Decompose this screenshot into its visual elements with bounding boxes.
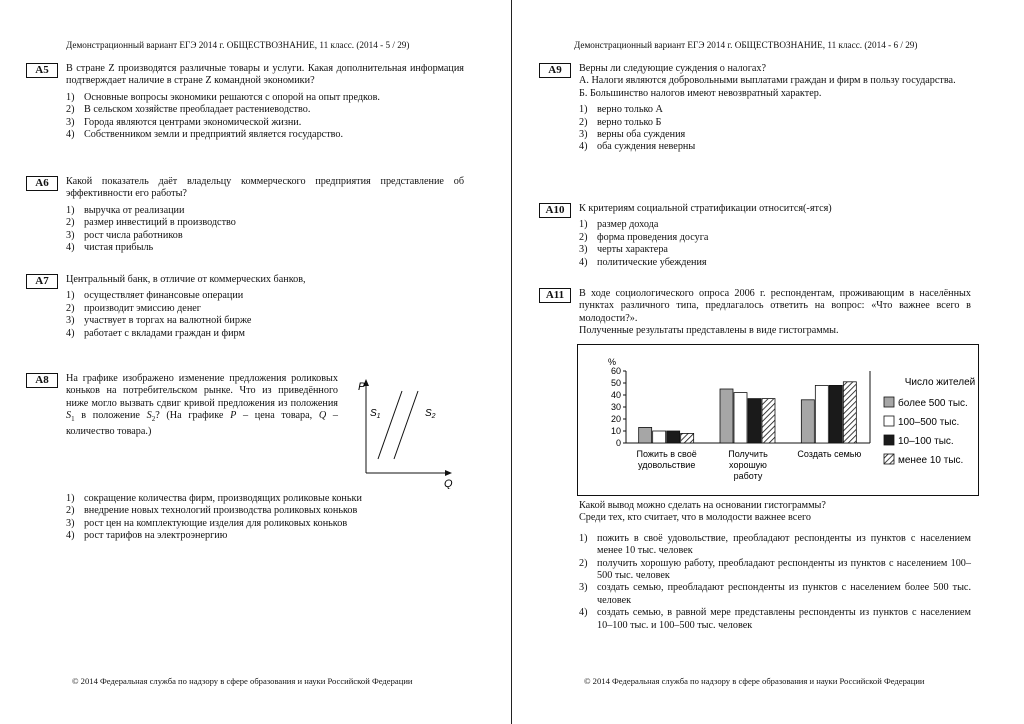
answer-option[interactable]: 4) политические убеждения — [579, 256, 707, 268]
y-axis-label: % — [607, 357, 617, 367]
y-tick-label: 20 — [610, 414, 621, 424]
answer-option[interactable]: 3) участвует в торгах на валютной бирже — [66, 315, 252, 327]
answer-option[interactable]: 2) размер инвестиций в производство — [66, 217, 236, 229]
answer-options — [579, 219, 971, 269]
category-label: хорошую — [729, 460, 767, 470]
answer-option[interactable]: 2) производит эмиссию денег — [66, 302, 201, 314]
legend-swatch — [884, 416, 894, 426]
bar — [801, 400, 814, 443]
bar — [748, 399, 761, 443]
answer-option[interactable]: 2) верно только Б — [579, 116, 662, 128]
answer-option[interactable]: 2) внедрение новых технологий производства роликовых коньков — [66, 505, 358, 517]
answer-option[interactable]: 3) верны оба суждения — [579, 129, 686, 141]
question-stem: Какой показатель даёт владельцу коммерческого предприятия представление об эффективности его работы? — [66, 176, 464, 200]
question-number: А7 — [26, 274, 58, 289]
answer-option[interactable]: 4) Собственником земли и предприятий является государство. — [66, 129, 344, 141]
answer-option[interactable]: 3) рост числа работников — [66, 229, 183, 241]
page-right — [512, 0, 1024, 724]
page-footer: © 2014 Федеральная служба по надзору в сфере образования и науки Российской Федерации — [584, 676, 925, 686]
answer-options — [579, 104, 971, 154]
answer-option[interactable]: 2) получить хорошую работу, преобладают респонденты из пунктов с населением 100–500 тыс. человек — [579, 557, 971, 582]
answer-option[interactable]: 1) осуществляет финансовые операции — [66, 290, 244, 302]
answer-option[interactable]: 4) работает с вкладами граждан и фирм — [66, 327, 245, 339]
stem-text: На графике изображено изменение предложения роликовых коньков на потребительском рынке. Что из приведённого ниже могло вызвать сдвиг кривой предложения из положения — [66, 373, 338, 409]
question-stem: Центральный банк, в отличие от коммерческих банков, — [66, 274, 306, 285]
legend-label: 10–100 тыс. — [898, 436, 954, 447]
page-footer: © 2014 Федеральная служба по надзору в сфере образования и науки Российской Федерации — [72, 676, 413, 686]
bar — [720, 389, 733, 443]
bar — [843, 382, 856, 443]
answer-option[interactable]: 1) сокращение количества фирм, производящих роликовые коньки — [66, 493, 362, 504]
answer-options — [66, 92, 464, 142]
answer-option[interactable]: 3) создать семью, преобладают респонденты из пунктов с населением более 500 тыс. человек — [579, 582, 971, 606]
question-number: А11 — [539, 288, 571, 303]
question-prompt-2: Среди тех, кто считает, что в молодости важнее всего — [579, 512, 811, 524]
histogram — [577, 344, 979, 496]
y-tick-label: 10 — [610, 426, 621, 436]
answer-options — [66, 290, 464, 340]
bar — [653, 431, 666, 443]
answer-option[interactable]: 3) рост цен на комплектующие изделия для роликовых коньков — [66, 517, 348, 529]
answer-option[interactable]: 3) Города являются центрами экономической жизни. — [66, 116, 302, 128]
answer-option[interactable]: 4) создать семью, в равной мере представлены респонденты из пунктов с населением 10–100 тыс. и 100–500 тыс. человек — [579, 607, 971, 631]
legend-label: более 500 тыс. — [898, 398, 968, 409]
question-number: А10 — [539, 203, 571, 218]
legend-swatch — [884, 435, 894, 445]
y-tick-label: 0 — [615, 438, 621, 448]
p-label: P — [358, 381, 366, 393]
bar — [815, 385, 828, 443]
category-label: Получить — [728, 449, 768, 459]
judgment-a: А. Налоги являются добровольными выплатами граждан и фирм в пользу государства. — [579, 75, 956, 87]
question-stem: Верны ли следующие суждения о налогах? — [579, 63, 767, 74]
histogram-svg — [578, 345, 978, 495]
category-label: Пожить в своё — [636, 449, 697, 459]
answer-option[interactable]: 1) Основные вопросы экономики решаются с опорой на опыт предков. — [66, 91, 380, 103]
answer-option[interactable]: 4) рост тарифов на электроэнергию — [66, 530, 228, 542]
bar — [667, 431, 680, 443]
answer-option[interactable]: 4) чистая прибыль — [66, 242, 154, 254]
answer-option[interactable]: 2) форма проведения досуга — [579, 231, 709, 243]
bar — [762, 399, 775, 443]
page-header: Демонстрационный вариант ЕГЭ 2014 г. ОБЩЕСТВОЗНАНИЕ, 11 класс. (2014 - 5 / 29) — [66, 40, 410, 50]
question-number: А5 — [26, 63, 58, 78]
legend-swatch — [884, 397, 894, 407]
answer-options — [66, 493, 464, 543]
s2-label: $S_2$ — [425, 408, 436, 420]
supply-curve-s2 — [394, 391, 418, 459]
page-header: Демонстрационный вариант ЕГЭ 2014 г. ОБЩЕСТВОЗНАНИЕ, 11 класс. (2014 - 6 / 29) — [574, 40, 918, 50]
bar — [639, 427, 652, 443]
s1-label: $S_1$ — [370, 408, 381, 420]
answer-options — [66, 205, 464, 255]
question-stem: В стране Z производятся различные товары и услуги. Какая дополнительная информация подтверждает наличие в стране Z командной экономики? — [66, 63, 464, 87]
judgment-b: Б. Большинство налогов имеют невозвратный характер. — [579, 87, 822, 99]
category-label: работу — [733, 471, 763, 481]
supply-curve-s1 — [378, 391, 402, 459]
answer-options — [579, 533, 971, 632]
answer-option[interactable]: 1) выручка от реализации — [66, 204, 185, 216]
legend-label: менее 10 тыс. — [898, 455, 964, 466]
answer-option[interactable]: 3) черты характера — [579, 244, 668, 256]
question-number: А9 — [539, 63, 571, 78]
question-stem-2: Полученные результаты представлены в виде гистограммы. — [579, 325, 839, 337]
y-tick-label: 40 — [610, 390, 621, 400]
question-number: А6 — [26, 176, 58, 191]
question-stem: В ходе социологического опроса 2006 г. респондентам, проживающим в населённых пунктах различного типа, предлагалось ответить на вопрос: «Что важнее всего в молодости?». — [579, 288, 971, 324]
answer-option[interactable]: 1) пожить в своё удовольствие, преобладают респонденты из пунктов с населением менее 10 тыс. человек — [579, 532, 971, 557]
category-label: Создать семью — [797, 449, 862, 459]
y-tick-label: 60 — [610, 366, 621, 376]
question-number: А8 — [26, 373, 58, 388]
y-tick-label: 50 — [610, 378, 621, 388]
legend-title: Число жителей — [904, 377, 976, 388]
question-prompt: Какой вывод можно сделать на основании гистограммы? — [579, 500, 826, 511]
bar — [734, 393, 747, 443]
legend-label: 100–500 тыс. — [898, 417, 960, 428]
q-label: Q — [444, 478, 453, 489]
y-tick-label: 30 — [610, 402, 621, 412]
legend-swatch — [884, 454, 894, 464]
answer-option[interactable]: 1) размер дохода — [579, 219, 659, 231]
bar — [681, 433, 694, 443]
question-stem: На графике изображено изменение предложения роликовых коньков на потребительском рынке. Что из приведённого ниже могло вызвать сдвиг кривой предложения из положения $S_1$ в положение $S_2$? (На графике P – цена товара, Q – количество товара.) — [66, 373, 339, 437]
category-label: удовольствие — [638, 460, 696, 470]
supply-shift-graph — [348, 377, 458, 489]
answer-option[interactable]: 2) В сельском хозяйстве преобладает растениеводство. — [66, 104, 311, 116]
bar — [829, 385, 842, 443]
answer-option[interactable]: 4) оба суждения неверны — [579, 141, 696, 153]
question-stem: К критериям социальной стратификации относится(-ятся) — [579, 203, 832, 214]
answer-option[interactable]: 1) верно только А — [579, 104, 663, 116]
